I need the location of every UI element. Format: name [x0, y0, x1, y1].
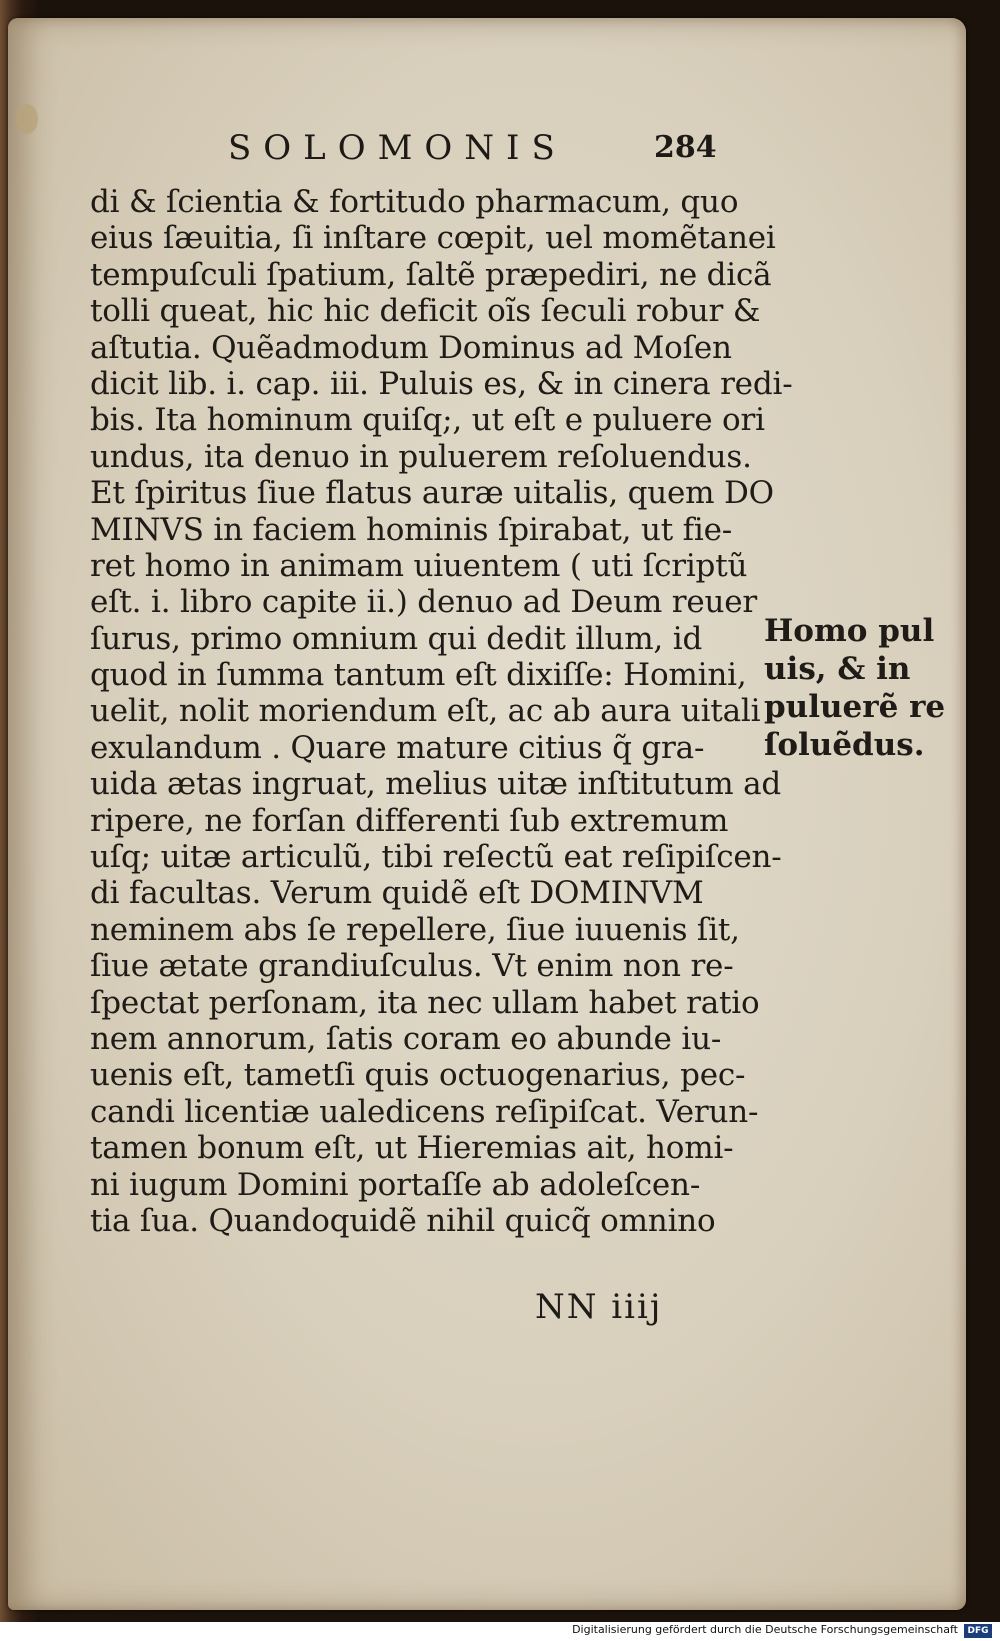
text-line: ſpectat perſonam, ita nec ullam habet ratio	[90, 984, 760, 1021]
text-line: di & ſcientia & fortitudo pharmacum, quo	[90, 184, 739, 220]
paper-stain	[16, 104, 38, 134]
text-line: Et ſpiritus ſiue flatus auræ uitalis, quem DO	[90, 475, 774, 512]
text-line: eſt. i. libro capite ii.) denuo ad Deum reuer	[90, 584, 758, 621]
text-line: eius ſæuitia, ſi inſtare cœpit, uel momẽtanei	[90, 220, 776, 257]
dfg-logo: DFG	[964, 1624, 992, 1638]
body-text	[90, 184, 793, 1239]
marginal-line: puluerẽ re	[764, 689, 946, 725]
text-line: dicit lib. i. cap. iii. Puluis es, & in cinera redi-	[90, 365, 793, 402]
text-line: exulandum . Quare mature citius q̃ gra-	[90, 729, 705, 766]
text-line: quod in ſumma tantum eſt dixiſſe: Homini,	[90, 657, 747, 694]
text-line: ſiue ætate grandiuſculus. Vt enim non re-	[90, 948, 734, 985]
marginal-note	[764, 612, 954, 764]
text-line: tempuſculi ſpatium, ſaltẽ præpediri, ne dicã	[90, 256, 772, 293]
folio-number: 284	[654, 130, 717, 165]
text-line: ripere, ne forſan differenti ſub extremum	[90, 802, 729, 839]
text-line: bis. Ita hominum quiſq;, ut eſt e puluere ori	[90, 402, 765, 439]
text-line: nem annorum, ſatis coram eo abunde iu-	[90, 1020, 722, 1057]
text-line: uenis eſt, tametſi quis octuogenarius, pec-	[90, 1057, 746, 1094]
text-line: MINVS in faciem hominis ſpirabat, ut fie-	[90, 511, 733, 548]
text-line: di facultas. Verum quidẽ eſt DOMINVM	[90, 875, 704, 912]
text-line: neminem abs ſe repellere, ſiue iuuenis ſit,	[90, 911, 740, 948]
footer-credit: Digitalisierung gefördert durch die Deutsche Forschungsgemeinschaft	[572, 1623, 958, 1636]
marginal-line: Homo pul	[764, 613, 935, 649]
marginal-line: uis, & in	[764, 651, 911, 687]
signature-mark: NN iiij	[535, 1287, 663, 1327]
text-line: candi licentiæ ualedicens reſipiſcat. Verun-	[90, 1093, 759, 1130]
running-head: SOLOMONIS	[228, 128, 567, 168]
text-line: aſtutia. Quẽadmodum Dominus ad Moſen	[90, 329, 732, 366]
text-line: uelit, nolit moriendum eſt, ac ab aura uitali	[90, 693, 761, 730]
text-line: ni iugum Domini portaſſe ab adoleſcen-	[90, 1166, 701, 1203]
text-line: tamen bonum eſt, ut Hieremias ait, homi-	[90, 1130, 734, 1167]
text-line: tia ſua. Quandoquidẽ nihil quicq̃ omnino	[90, 1202, 716, 1239]
text-line: undus, ita denuo in puluerem reſoluendus.	[90, 438, 752, 475]
page-header	[228, 128, 717, 176]
text-line: ſurus, primo omnium qui dedit illum, id	[90, 620, 703, 657]
marginal-line: ſoluẽdus.	[764, 727, 925, 763]
text-line: uida ætas ingruat, melius uitæ inſtitutum ad	[90, 766, 782, 803]
text-line: ret homo in animam uiuentem ( uti ſcriptũ	[90, 547, 748, 584]
text-line: uſq; uitæ articulũ, tibi reſectũ eat reſipiſcen-	[90, 839, 782, 876]
text-line: tolli queat, hic hic deficit oĩs ſeculi robur &	[90, 293, 761, 330]
